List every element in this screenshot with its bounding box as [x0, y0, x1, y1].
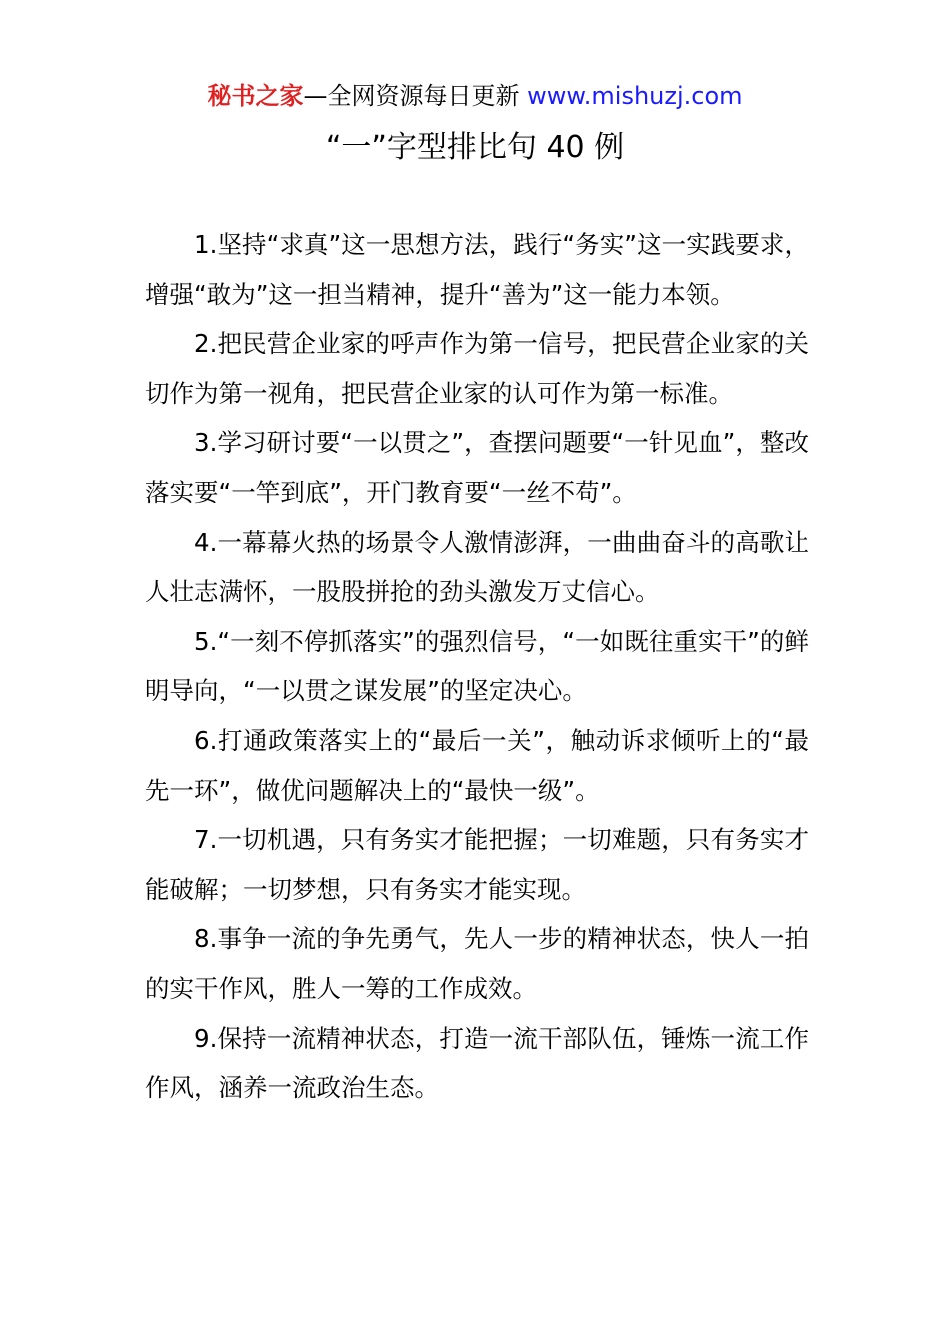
paragraph-4: 4.一幕幕火热的场景令人激情澎湃，一曲曲奋斗的高歌让人壮志满怀，一股股拼抢的劲头激发万丈信心。 [145, 527, 809, 607]
paragraph-5: 5.“一刻不停抓落实”的强烈信号，“一如既往重实干”的鲜明导向，“一以贯之谋发展”的坚定决心。 [145, 626, 809, 706]
paragraph-8: 8.事争一流的争先勇气，先人一步的精神状态，快人一拍的实干作风，胜人一筹的工作成效。 [145, 924, 809, 1003]
document-title: “一”字型排比句 40 例 [325, 130, 625, 165]
paragraph-9: 9.保持一流精神状态，打造一流干部队伍，锤炼一流工作作风，涵养一流政治生态。 [145, 1023, 809, 1103]
paragraph-7: 7.一切机遇，只有务实才能把握；一切难题，只有务实才能破解；一切梦想，只有务实才能实现。 [145, 825, 809, 904]
site-tagline: —全网资源每日更新 [303, 82, 528, 110]
site-brand: 秘书之家 [207, 82, 304, 110]
document-body [145, 220, 809, 1113]
paragraph-1: 1.坚持“求真”这一思想方法，践行“务实”这一实践要求，增强“敢为”这一担当精神，提升“善为”这一能力本领。 [145, 230, 809, 309]
paragraph-3: 3.学习研讨要“一以贯之”，查摆问题要“一针见血”，整改落实要“一竿到底”，开门教育要“一丝不苟”。 [145, 428, 809, 507]
paragraph-6: 6.打通政策落实上的“最后一关”，触动诉求倾听上的“最先一环”，做优问题解决上的“最快一级”。 [145, 725, 809, 805]
paragraph-2: 2.把民营企业家的呼声作为第一信号，把民营企业家的关切作为第一视角，把民营企业家的认可作为第一标准。 [145, 329, 809, 408]
site-header [0, 78, 950, 114]
site-url-link[interactable]: www.mishuzj.com [527, 82, 743, 110]
